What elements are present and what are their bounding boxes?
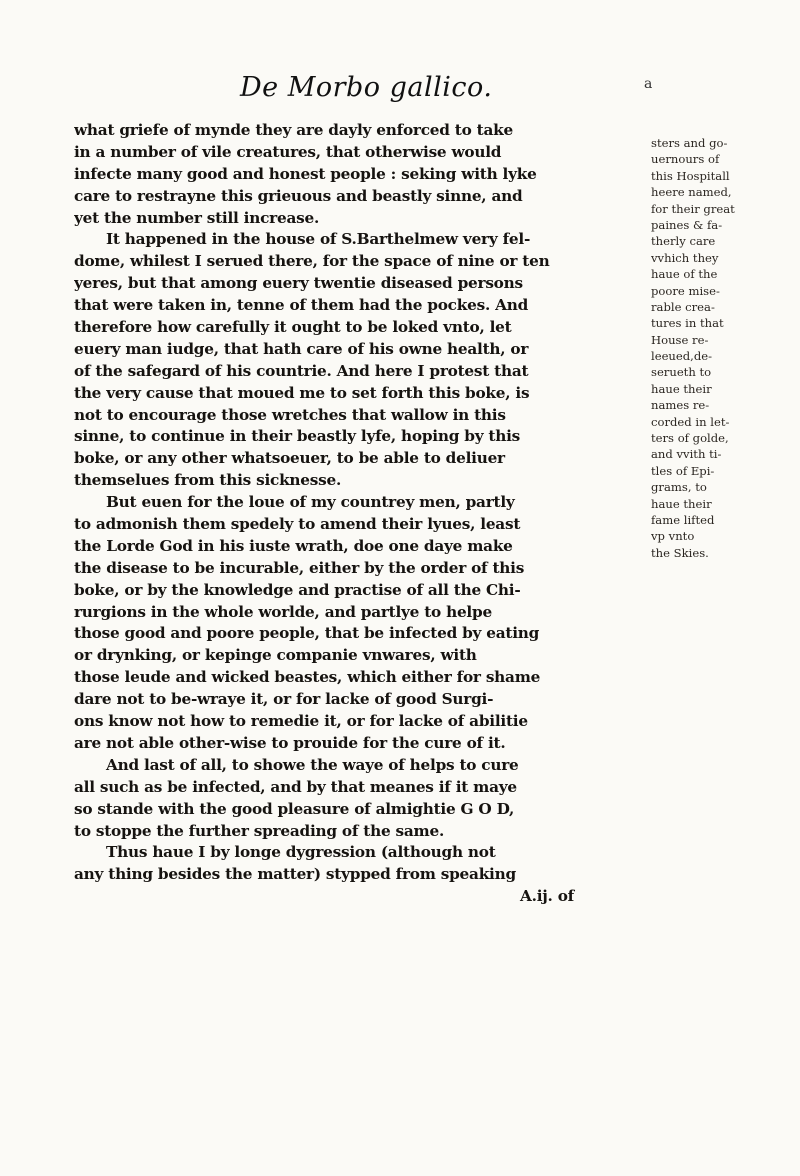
text-line: dome, whilest I serued there, for the space of nine or ten (74, 252, 550, 271)
main-text-block (74, 120, 644, 908)
text-line: to stoppe the further spreading of the same. (74, 821, 445, 840)
text-line: boke, or by the knowledge and practise of all the Chi- (74, 580, 521, 599)
margin-note-line: tures in that (651, 316, 724, 331)
footer-signature-line: A.ij. of (520, 887, 574, 906)
text-line: boke, or any other whatsoeuer, to be able to deliuer (74, 449, 505, 468)
signature-mark: a (644, 76, 653, 92)
margin-note-line: poore mise- (651, 283, 720, 298)
text-line: those leude and wicked beastes, which either for shame (74, 668, 541, 687)
text-line: any thing besides the matter) stypped from speaking (74, 865, 516, 884)
text-line: sinne, to continue in their beastly lyfe, hoping by this (74, 427, 521, 446)
margin-note-line: sters and go- (651, 136, 728, 150)
text-line: not to encourage those wretches that wallow in this (74, 405, 506, 424)
margin-note-line: haue of the (651, 267, 718, 282)
margin-note-line: House re- (651, 332, 709, 347)
margin-note-line: haue their (651, 381, 712, 396)
text-line: to admonish them spedely to amend their lyues, least (74, 515, 521, 534)
margin-note-line: paines & fa- (651, 217, 723, 232)
margin-note-line: names re- (651, 398, 710, 413)
text-line: the disease to be incurable, either by the order of this (74, 558, 525, 577)
margin-note-line: rable crea- (651, 299, 715, 314)
margin-note-line: therly care (651, 234, 716, 249)
margin-note-line: the Skies. (651, 545, 709, 560)
text-line: that were taken in, tenne of them had the pockes. And (74, 296, 529, 315)
text-line: ons know not how to remedie it, or for lacke of abilitie (74, 712, 528, 731)
text-line: But euen for the loue of my countrey men, partly (106, 493, 515, 512)
text-line: care to restrayne this grieuous and beastly sinne, and (74, 186, 523, 205)
text-line: what griefe of mynde they are dayly enforced to take (74, 121, 513, 139)
page-header (0, 72, 800, 112)
margin-note-line: for their great (651, 201, 735, 216)
text-line: themselues from this sicknesse. (74, 471, 342, 490)
margin-note-line: this Hospitall (651, 168, 730, 183)
margin-note-line: and vvith ti- (651, 447, 722, 462)
text-line: therefore how carefully it ought to be loked vnto, let (74, 318, 512, 337)
text-line: infecte many good and honest people : seking with lyke (74, 164, 537, 183)
text-line: or drynking, or kepinge companie vnwares, with (74, 646, 477, 665)
text-line: yet the number still increase. (74, 208, 320, 227)
text-line: It happened in the house of S.Barthelmew very fel- (106, 230, 531, 249)
text-line: are not able other-wise to prouide for the cure of it. (74, 733, 506, 752)
margin-note-line: leeued,de- (651, 349, 713, 364)
text-line: in a number of vile creatures, that otherwise would (74, 142, 502, 161)
margin-note-line: corded in let- (651, 414, 730, 429)
text-line: so stande with the good pleasure of almightie G O D, (74, 799, 515, 818)
text-line: those good and poore people, that be infected by eating (74, 624, 540, 643)
text-line: euery man iudge, that hath care of his owne health, or (74, 339, 529, 358)
text-line: yeres, but that among euery twentie diseased persons (74, 274, 523, 293)
text-line: all such as be infected, and by that meanes if it maye (74, 777, 517, 796)
text-line: the Lorde God in his iuste wrath, doe one daye make (74, 536, 513, 555)
text-line: the very cause that moued me to set forth this boke, is (74, 383, 530, 402)
margin-note-line: vp vnto (651, 529, 695, 544)
margin-note-line: uernours of (651, 152, 720, 167)
margin-note-line: fame lifted (651, 512, 715, 527)
margin-note-line: vvhich they (651, 250, 719, 265)
marginal-note (651, 135, 759, 561)
text-line: dare not to be-wraye it, or for lacke of good Surgi- (74, 690, 494, 709)
margin-note-line: grams, to (651, 480, 707, 495)
margin-note-line: ters of golde, (651, 431, 729, 446)
margin-note-line: tles of Epi- (651, 463, 715, 478)
text-line: Thus haue I by longe dygression (although not (106, 843, 496, 862)
running-title: De Morbo gallico. (240, 72, 493, 103)
margin-note-line: haue their (651, 496, 712, 511)
text-line: of the safegard of his countrie. And here I protest that (74, 361, 529, 380)
margin-note-line: serueth to (651, 365, 712, 380)
text-line: And last of all, to showe the waye of helps to cure (106, 755, 519, 774)
text-line: rurgions in the whole worlde, and partlye to helpe (74, 602, 492, 621)
margin-note-line: heere named, (651, 185, 732, 200)
